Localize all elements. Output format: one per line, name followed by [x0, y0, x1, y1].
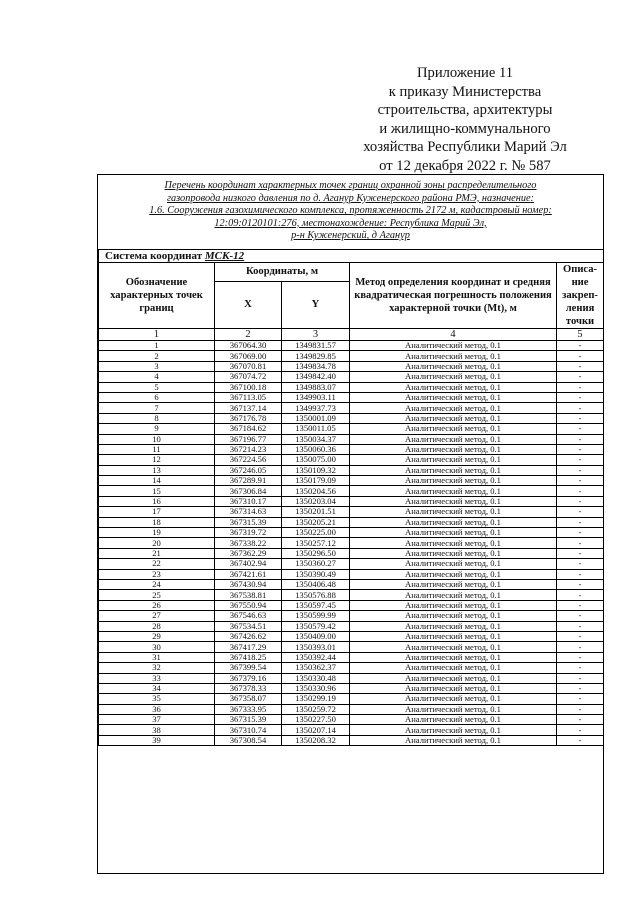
y-coordinate-cell: 1350205.21: [282, 517, 350, 527]
x-coordinate-cell: 367333.95: [215, 704, 282, 714]
point-number-cell: 34: [99, 683, 215, 693]
point-number-cell: 12: [99, 455, 215, 465]
point-number-cell: 14: [99, 476, 215, 486]
fixing-cell: -: [557, 517, 604, 527]
y-coordinate-cell: 1350179.09: [282, 476, 350, 486]
y-coordinate-cell: 1349831.57: [282, 341, 350, 351]
y-coordinate-cell: 1350208.32: [282, 735, 350, 745]
coordinate-system-label: Система координат: [105, 250, 203, 262]
method-cell: Аналитический метод, 0.1: [350, 455, 557, 465]
table-row: [99, 548, 604, 558]
y-coordinate-cell: 1350406.48: [282, 579, 350, 589]
x-coordinate-cell: 367064.30: [215, 341, 282, 351]
x-coordinate-cell: 367315.39: [215, 517, 282, 527]
fixing-cell: -: [557, 528, 604, 538]
table-row: [99, 476, 604, 486]
method-cell: Аналитический метод, 0.1: [350, 538, 557, 548]
x-coordinate-cell: 367289.91: [215, 476, 282, 486]
table-row: [99, 694, 604, 704]
fixing-cell: -: [557, 725, 604, 735]
y-coordinate-cell: 1350227.50: [282, 715, 350, 725]
fixing-cell: -: [557, 548, 604, 558]
x-coordinate-cell: 367402.94: [215, 559, 282, 569]
fixing-cell: -: [557, 434, 604, 444]
y-coordinate-cell: 1349903.11: [282, 392, 350, 402]
fixing-cell: -: [557, 642, 604, 652]
x-coordinate-cell: 367418.25: [215, 652, 282, 662]
appendix-header-line: к приказу Министерства: [388, 83, 542, 100]
method-cell: Аналитический метод, 0.1: [350, 611, 557, 621]
x-coordinate-cell: 367113.05: [215, 392, 282, 402]
x-coordinate-cell: 367196.77: [215, 434, 282, 444]
method-cell: Аналитический метод, 0.1: [350, 600, 557, 610]
y-coordinate-cell: 1350201.51: [282, 507, 350, 517]
x-coordinate-cell: 367379.16: [215, 673, 282, 683]
y-coordinate-cell: 1350296.50: [282, 548, 350, 558]
table-row: [99, 372, 604, 382]
method-cell: Аналитический метод, 0.1: [350, 361, 557, 371]
method-cell: Аналитический метод, 0.1: [350, 382, 557, 392]
point-number-cell: 20: [99, 538, 215, 548]
fixing-cell: -: [557, 590, 604, 600]
fixing-cell: -: [557, 704, 604, 714]
method-cell: Аналитический метод, 0.1: [350, 413, 557, 423]
appendix-header: [340, 64, 590, 176]
appendix-header-line: Приложение 11: [416, 65, 514, 81]
fixing-cell: -: [557, 621, 604, 631]
table-row: [99, 392, 604, 402]
x-coordinate-cell: 367430.94: [215, 579, 282, 589]
point-number-cell: 13: [99, 465, 215, 475]
header-fixing: Описа-ние закреп-ления точки: [557, 263, 604, 329]
table-row: [99, 704, 604, 714]
y-coordinate-cell: 1350204.56: [282, 486, 350, 496]
fixing-cell: -: [557, 683, 604, 693]
point-number-cell: 21: [99, 548, 215, 558]
x-coordinate-cell: 367315.39: [215, 715, 282, 725]
x-coordinate-cell: 367426.62: [215, 631, 282, 641]
table-row: [99, 642, 604, 652]
x-coordinate-cell: 367362.29: [215, 548, 282, 558]
table-row: [99, 434, 604, 444]
x-coordinate-cell: 367070.81: [215, 361, 282, 371]
table-row: [99, 424, 604, 434]
method-cell: Аналитический метод, 0.1: [350, 476, 557, 486]
x-coordinate-cell: 367224.56: [215, 455, 282, 465]
fixing-cell: -: [557, 465, 604, 475]
caption-line: газопровода низкого давления по д. Агануp Кужeнерского района РМЭ, назначение:: [167, 192, 534, 204]
caption-line: 1.6. Сооружения газохимического комплекса, протяженность 2172 м, кадастровый номер:: [149, 205, 552, 217]
point-number-cell: 5: [99, 382, 215, 392]
point-number-cell: 30: [99, 642, 215, 652]
fixing-cell: -: [557, 424, 604, 434]
table-row: [99, 382, 604, 392]
table-row: [99, 465, 604, 475]
point-number-cell: 16: [99, 496, 215, 506]
y-coordinate-cell: 1350330.96: [282, 683, 350, 693]
table-body: [99, 341, 604, 746]
column-number: 3: [282, 329, 350, 341]
y-coordinate-cell: 1350259.72: [282, 704, 350, 714]
fixing-cell: -: [557, 444, 604, 454]
fixing-cell: -: [557, 341, 604, 351]
y-coordinate-cell: 1350579.42: [282, 621, 350, 631]
x-coordinate-cell: 367546.63: [215, 611, 282, 621]
fixing-cell: -: [557, 476, 604, 486]
x-coordinate-cell: 367308.54: [215, 735, 282, 745]
fixing-cell: -: [557, 361, 604, 371]
method-cell: Аналитический метод, 0.1: [350, 341, 557, 351]
table-row: [99, 361, 604, 371]
table-row: [99, 600, 604, 610]
method-cell: Аналитический метод, 0.1: [350, 704, 557, 714]
method-cell: Аналитический метод, 0.1: [350, 548, 557, 558]
method-cell: Аналитический метод, 0.1: [350, 683, 557, 693]
fixing-cell: -: [557, 600, 604, 610]
x-coordinate-cell: 367310.74: [215, 725, 282, 735]
x-coordinate-cell: 367534.51: [215, 621, 282, 631]
table-row: [99, 725, 604, 735]
method-cell: Аналитический метод, 0.1: [350, 444, 557, 454]
method-cell: Аналитический метод, 0.1: [350, 621, 557, 631]
fixing-cell: -: [557, 694, 604, 704]
table-row: [99, 413, 604, 423]
fixing-cell: -: [557, 559, 604, 569]
method-cell: Аналитический метод, 0.1: [350, 735, 557, 745]
table-row: [99, 517, 604, 527]
fixing-cell: -: [557, 403, 604, 413]
point-number-cell: 25: [99, 590, 215, 600]
y-coordinate-cell: 1350409.00: [282, 631, 350, 641]
table-caption: [98, 180, 603, 243]
x-coordinate-cell: 367421.61: [215, 569, 282, 579]
y-coordinate-cell: 1350576.88: [282, 590, 350, 600]
fixing-cell: -: [557, 382, 604, 392]
method-cell: Аналитический метод, 0.1: [350, 507, 557, 517]
x-coordinate-cell: 367319.72: [215, 528, 282, 538]
x-coordinate-cell: 367074.72: [215, 372, 282, 382]
point-number-cell: 29: [99, 631, 215, 641]
method-cell: Аналитический метод, 0.1: [350, 372, 557, 382]
point-number-cell: 7: [99, 403, 215, 413]
fixing-cell: -: [557, 496, 604, 506]
fixing-cell: -: [557, 579, 604, 589]
table-row: [99, 579, 604, 589]
fixing-cell: -: [557, 735, 604, 745]
point-number-cell: 31: [99, 652, 215, 662]
method-cell: Аналитический метод, 0.1: [350, 424, 557, 434]
x-coordinate-cell: 367176.78: [215, 413, 282, 423]
fixing-cell: -: [557, 611, 604, 621]
table-row: [99, 569, 604, 579]
y-coordinate-cell: 1350393.01: [282, 642, 350, 652]
column-number: 4: [350, 329, 557, 341]
point-number-cell: 23: [99, 569, 215, 579]
y-coordinate-cell: 1350257.12: [282, 538, 350, 548]
y-coordinate-cell: 1350034.37: [282, 434, 350, 444]
table-row: [99, 590, 604, 600]
y-coordinate-cell: 1350207.14: [282, 725, 350, 735]
y-coordinate-cell: 1350060.36: [282, 444, 350, 454]
method-cell: Аналитический метод, 0.1: [350, 663, 557, 673]
point-number-cell: 8: [99, 413, 215, 423]
point-number-cell: 9: [99, 424, 215, 434]
fixing-cell: -: [557, 631, 604, 641]
header-y: Y: [282, 281, 350, 328]
method-cell: Аналитический метод, 0.1: [350, 496, 557, 506]
fixing-cell: -: [557, 715, 604, 725]
header-x: X: [215, 281, 282, 328]
point-number-cell: 17: [99, 507, 215, 517]
x-coordinate-cell: 367338.22: [215, 538, 282, 548]
table-row: [99, 715, 604, 725]
point-number-cell: 22: [99, 559, 215, 569]
table-row: [99, 652, 604, 662]
y-coordinate-cell: 1350011.05: [282, 424, 350, 434]
header-method: Метод определения координат и средняя квадратическая погрешность положения характерной точки (Mt), м: [350, 263, 557, 329]
coordinates-table: [98, 249, 604, 746]
method-cell: Аналитический метод, 0.1: [350, 569, 557, 579]
x-coordinate-cell: 367378.33: [215, 683, 282, 693]
table-row: [99, 611, 604, 621]
method-cell: Аналитический метод, 0.1: [350, 403, 557, 413]
appendix-header-line: строительства, архитектуры: [377, 102, 553, 119]
y-coordinate-cell: 1350225.00: [282, 528, 350, 538]
point-number-cell: 18: [99, 517, 215, 527]
table-row: [99, 673, 604, 683]
point-number-cell: 2: [99, 351, 215, 361]
fixing-cell: -: [557, 673, 604, 683]
table-row: [99, 663, 604, 673]
x-coordinate-cell: 367137.14: [215, 403, 282, 413]
fixing-cell: -: [557, 455, 604, 465]
y-coordinate-cell: 1350597.45: [282, 600, 350, 610]
point-number-cell: 3: [99, 361, 215, 371]
method-cell: Аналитический метод, 0.1: [350, 590, 557, 600]
method-cell: Аналитический метод, 0.1: [350, 652, 557, 662]
method-cell: Аналитический метод, 0.1: [350, 528, 557, 538]
point-number-cell: 32: [99, 663, 215, 673]
header-coordinates: Координаты, м: [215, 263, 350, 282]
y-coordinate-cell: 1349937.73: [282, 403, 350, 413]
table-row: [99, 496, 604, 506]
x-coordinate-cell: 367306.84: [215, 486, 282, 496]
table-row: [99, 538, 604, 548]
caption-line: р-н Куженерский, д Агануp: [291, 230, 410, 242]
point-number-cell: 37: [99, 715, 215, 725]
method-cell: Аналитический метод, 0.1: [350, 579, 557, 589]
table-row: [99, 444, 604, 454]
point-number-cell: 11: [99, 444, 215, 454]
x-coordinate-cell: 367069.00: [215, 351, 282, 361]
point-number-cell: 19: [99, 528, 215, 538]
x-coordinate-cell: 367550.94: [215, 600, 282, 610]
caption-line: 12:09:0120101:276, местонахождение: Республика Марий Эл,: [214, 217, 487, 229]
point-number-cell: 15: [99, 486, 215, 496]
method-cell: Аналитический метод, 0.1: [350, 392, 557, 402]
x-coordinate-cell: 367246.05: [215, 465, 282, 475]
x-coordinate-cell: 367417.29: [215, 642, 282, 652]
column-number: 5: [557, 329, 604, 341]
fixing-cell: -: [557, 538, 604, 548]
method-cell: Аналитический метод, 0.1: [350, 486, 557, 496]
x-coordinate-cell: 367214.23: [215, 444, 282, 454]
x-coordinate-cell: 367538.81: [215, 590, 282, 600]
method-cell: Аналитический метод, 0.1: [350, 715, 557, 725]
appendix-header-line: от 12 декабря 2022 г. № 587: [379, 157, 551, 174]
table-row: [99, 507, 604, 517]
fixing-cell: -: [557, 569, 604, 579]
y-coordinate-cell: 1350109.32: [282, 465, 350, 475]
point-number-cell: 1: [99, 341, 215, 351]
table-row: [99, 631, 604, 641]
method-cell: Аналитический метод, 0.1: [350, 631, 557, 641]
fixing-cell: -: [557, 507, 604, 517]
method-cell: Аналитический метод, 0.1: [350, 351, 557, 361]
y-coordinate-cell: 1349834.78: [282, 361, 350, 371]
method-cell: Аналитический метод, 0.1: [350, 517, 557, 527]
appendix-header-line: и жилищно-коммунального: [379, 120, 551, 137]
y-coordinate-cell: 1350299.19: [282, 694, 350, 704]
table-row: [99, 683, 604, 693]
method-cell: Аналитический метод, 0.1: [350, 642, 557, 652]
header-point: Обозначение характерных точек границ: [99, 263, 215, 329]
y-coordinate-cell: 1350599.99: [282, 611, 350, 621]
table-row: [99, 559, 604, 569]
point-number-cell: 26: [99, 600, 215, 610]
method-cell: Аналитический метод, 0.1: [350, 559, 557, 569]
y-coordinate-cell: 1350360.27: [282, 559, 350, 569]
point-number-cell: 36: [99, 704, 215, 714]
y-coordinate-cell: 1350075.00: [282, 455, 350, 465]
x-coordinate-cell: 367184.62: [215, 424, 282, 434]
point-number-cell: 27: [99, 611, 215, 621]
y-coordinate-cell: 1350392.44: [282, 652, 350, 662]
table-row: [99, 403, 604, 413]
table-row: [99, 486, 604, 496]
table-row: [99, 621, 604, 631]
point-number-cell: 35: [99, 694, 215, 704]
x-coordinate-cell: 367399.54: [215, 663, 282, 673]
point-number-cell: 38: [99, 725, 215, 735]
point-number-cell: 28: [99, 621, 215, 631]
x-coordinate-cell: 367358.07: [215, 694, 282, 704]
method-cell: Аналитический метод, 0.1: [350, 694, 557, 704]
fixing-cell: -: [557, 652, 604, 662]
fixing-cell: -: [557, 663, 604, 673]
method-cell: Аналитический метод, 0.1: [350, 725, 557, 735]
table-row: [99, 351, 604, 361]
x-coordinate-cell: 367310.17: [215, 496, 282, 506]
coordinate-system-name: МСК-12: [204, 250, 245, 262]
point-number-cell: 39: [99, 735, 215, 745]
table-row: [99, 735, 604, 745]
table-row: [99, 455, 604, 465]
fixing-cell: -: [557, 392, 604, 402]
fixing-cell: -: [557, 372, 604, 382]
method-cell: Аналитический метод, 0.1: [350, 434, 557, 444]
point-number-cell: 24: [99, 579, 215, 589]
y-coordinate-cell: 1350362.37: [282, 663, 350, 673]
point-number-cell: 6: [99, 392, 215, 402]
fixing-cell: -: [557, 486, 604, 496]
method-cell: Аналитический метод, 0.1: [350, 465, 557, 475]
x-coordinate-cell: 367314.63: [215, 507, 282, 517]
table-row: [99, 341, 604, 351]
y-coordinate-cell: 1350001.09: [282, 413, 350, 423]
fixing-cell: -: [557, 351, 604, 361]
coordinate-system-row: [99, 250, 604, 263]
y-coordinate-cell: 1350330.48: [282, 673, 350, 683]
table-row: [99, 528, 604, 538]
method-cell: Аналитический метод, 0.1: [350, 673, 557, 683]
y-coordinate-cell: 1350203.04: [282, 496, 350, 506]
appendix-header-line: хозяйства Республики Марий Эл: [363, 139, 567, 156]
x-coordinate-cell: 367100.18: [215, 382, 282, 392]
y-coordinate-cell: 1349842.40: [282, 372, 350, 382]
column-number: 1: [99, 329, 215, 341]
y-coordinate-cell: 1350390.49: [282, 569, 350, 579]
y-coordinate-cell: 1349829.85: [282, 351, 350, 361]
caption-line: Перечень координат характерных точек границ охранной зоны распределительного: [164, 180, 537, 191]
y-coordinate-cell: 1349883.07: [282, 382, 350, 392]
column-number: 2: [215, 329, 282, 341]
fixing-cell: -: [557, 413, 604, 423]
point-number-cell: 10: [99, 434, 215, 444]
point-number-cell: 33: [99, 673, 215, 683]
point-number-cell: 4: [99, 372, 215, 382]
